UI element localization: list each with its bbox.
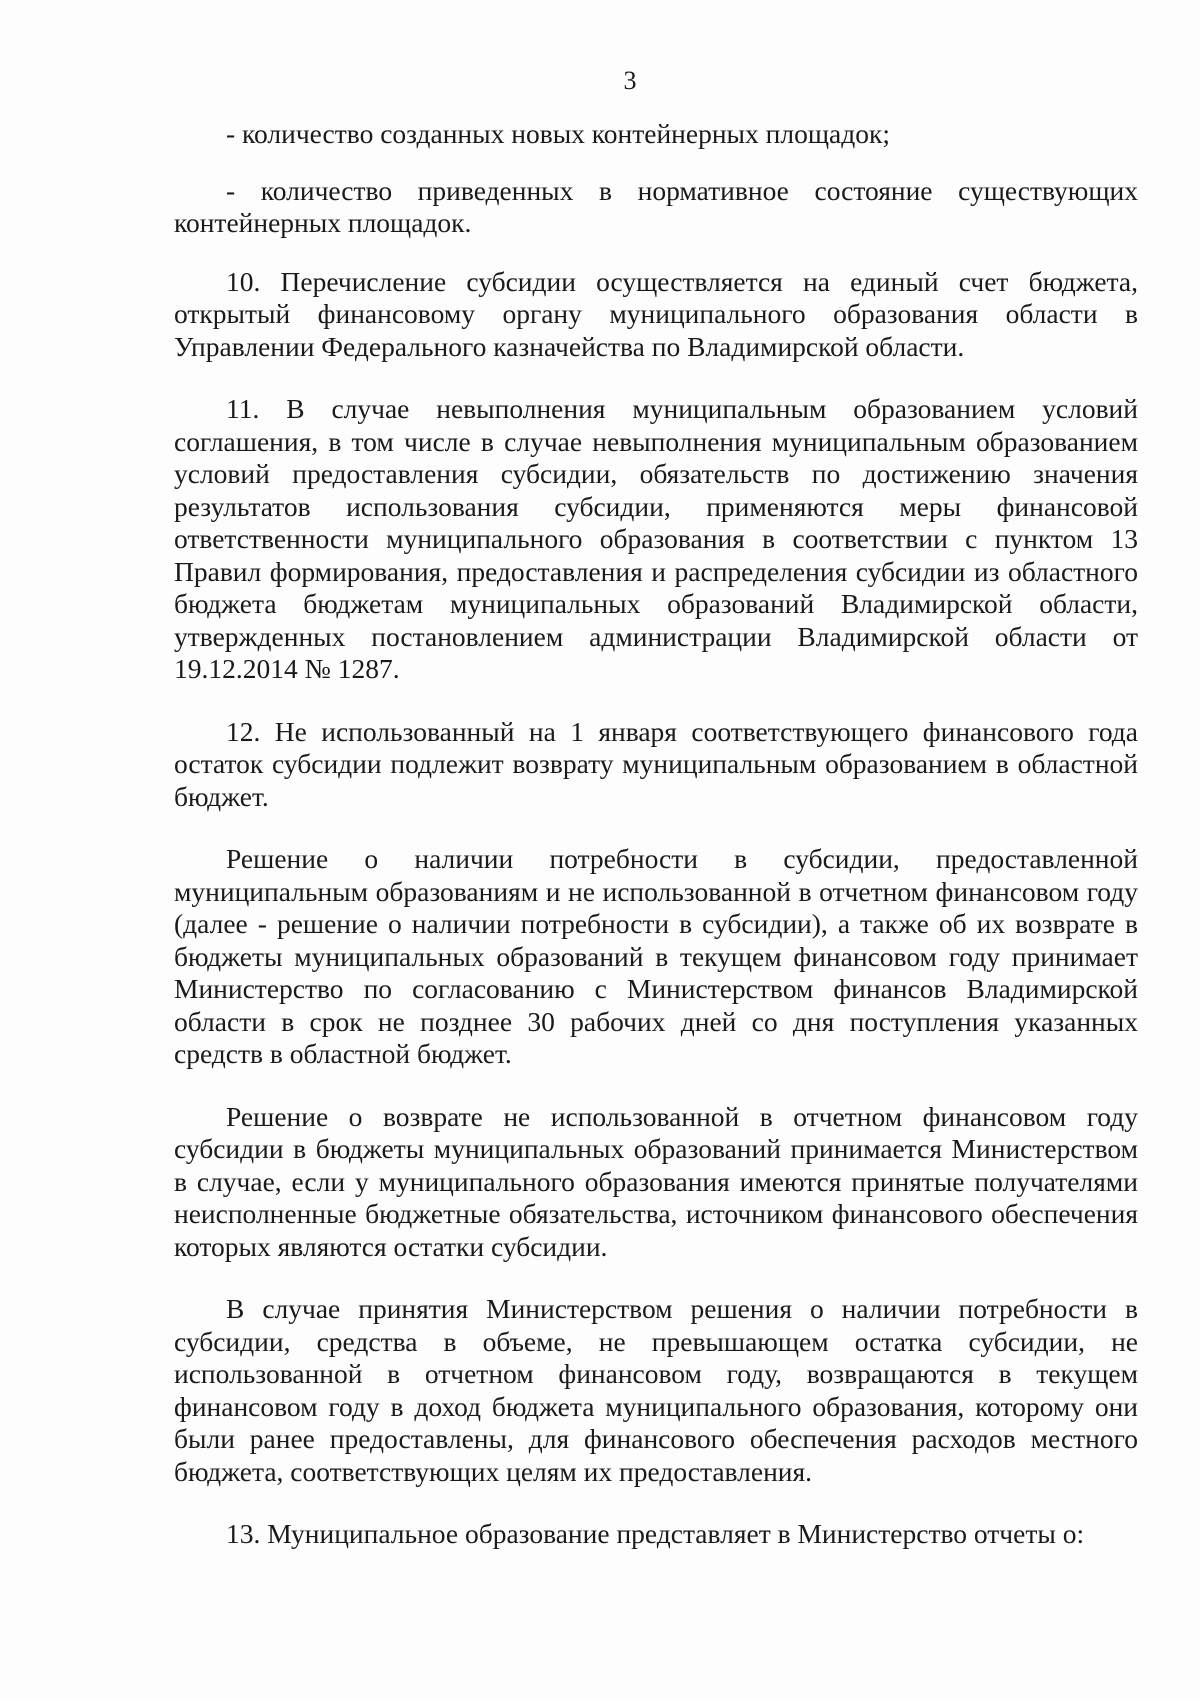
- paragraph-13: 13. Муниципальное образование представляет в Министерство отчеты о:: [226, 1518, 1085, 1549]
- paragraph-11: 11. В случае невыполнения муниципальным образованием условий соглашения, в том числе в случае невыполнения муниципальным образованием условий предоставления субсидии, обязательств по достижению значения результатов использования субсидии, применяются меры финансовой ответственности муниципального образования в соответствии с пунктом 13 Правил формирования, предоставления и распределения субсидии из областного бюджета бюджетам муниципальных образований Владимирской области, утвержденных постановлением администрации Владимирской области от 19.12.2014 № 1287.: [174, 393, 1138, 684]
- paragraph-funds-return: В случае принятия Министерством решения о наличии потребности в субсидии, средства в объеме, не превышающем остатка субсидии, не использованной в отчетном финансовом году, возвращаются в текущем финансовом году в доход бюджета муниципального образования, которому они были ранее предоставлены, для финансового обеспечения расходов местного бюджета, соответствующих целям их предоставления.: [174, 1293, 1138, 1487]
- page-number: 3: [623, 66, 637, 95]
- paragraph-12: 12. Не использованный на 1 января соответствующего финансового года остаток субсидии подлежит возврату муниципальным образованием в областной бюджет.: [174, 715, 1138, 812]
- paragraph-return-decision: Решение о возврате не использованной в отчетном финансовом году субсидии в бюджеты муниципальных образований принимается Министерством в случае, если у муниципального образования имеются принятые получателями неисполненные бюджетные обязательства, источником финансового обеспечения которых являются остатки субсидии.: [174, 1100, 1138, 1262]
- paragraph-10: 10. Перечисление субсидии осуществляется на единый счет бюджета, открытый финансовому органу муниципального образования области в Управлении Федерального казначейства по Владимирской области.: [174, 265, 1138, 362]
- list-item-renovated-sites: - количество приведенных в нормативное состояние существующих контейнерных площадок.: [174, 174, 1138, 238]
- document-body: [174, 118, 1138, 1551]
- list-item-new-sites: - количество созданных новых контейнерных площадок;: [226, 118, 890, 149]
- paragraph-need-decision: Решение о наличии потребности в субсидии, предоставленной муниципальным образованиям и не использованной в отчетном финансовом году (далее - решение о наличии потребности в субсидии), а также об их возврате в бюджеты муниципальных образований в текущем финансовом году принимает Министерство по согласованию с Министерством финансов Владимирской области в срок не позднее 30 рабочих дней со дня поступления указанных средств в областной бюджет.: [174, 843, 1138, 1069]
